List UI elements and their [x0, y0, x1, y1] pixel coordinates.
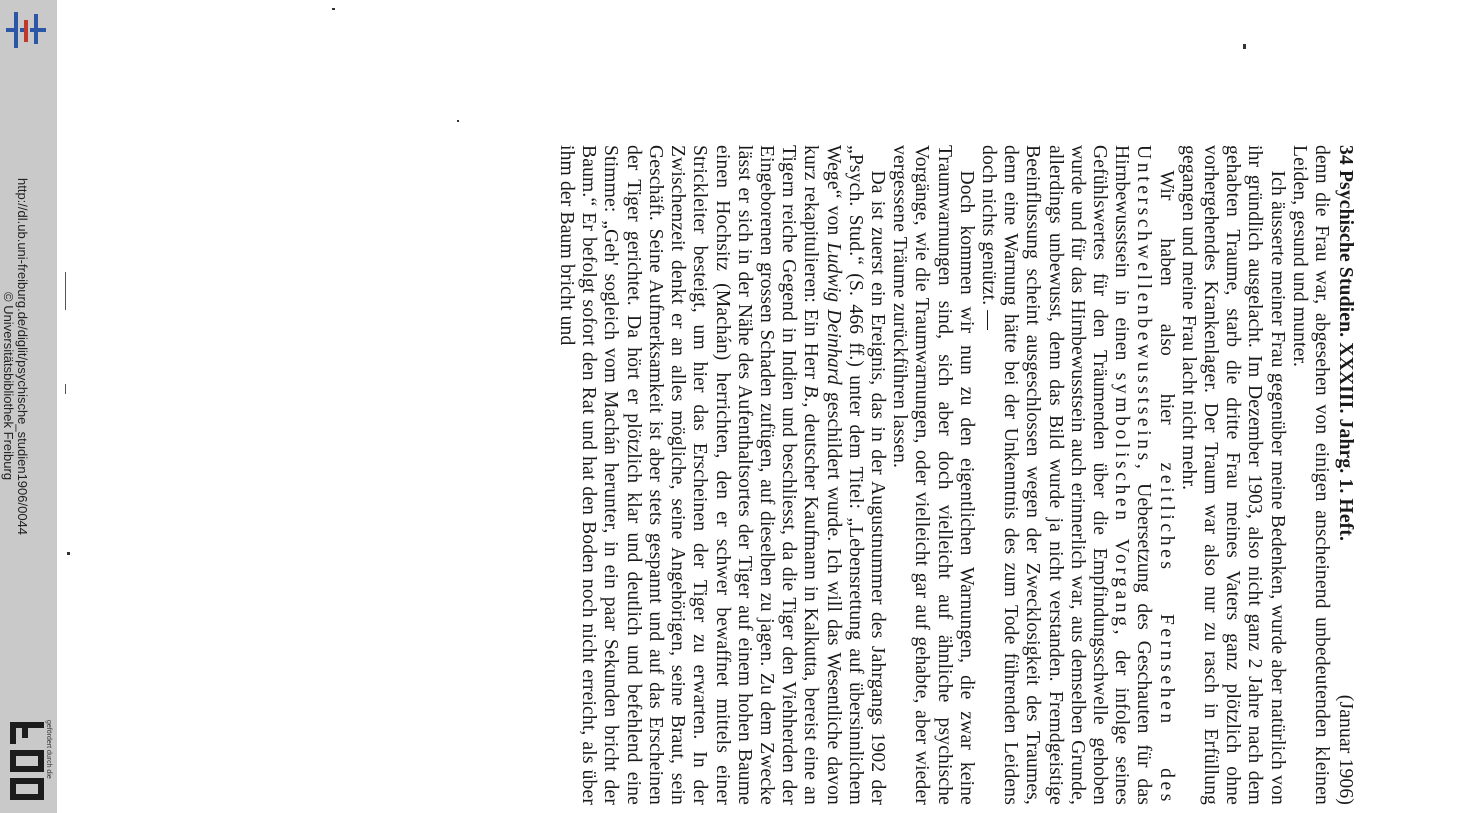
scan-mark [65, 384, 66, 394]
spaced-text: zeitliches Fernsehen des Unterschwellenbewusstseins, [1133, 145, 1177, 806]
text-run: für den Träumenden über die Empfindungsschwelle gehoben wurde und für das Hirnbewusstsein auch erinnerlich war, aus demselben Grunde, allerdings unbewusst, denn das Bild wurde ja nicht verstanden. Fremdgeistige Beeinflussung scheint ausgeschlossen wegen der Zwecklosigkeit des Traumes, denn eine Warnung hätte bei der Unkenntnis des zum Tode führenden Leidens doch nichts genützt. — [977, 145, 1110, 805]
header-right: (Januar 1906) [1335, 694, 1356, 805]
paragraph [977, 145, 1177, 805]
paragraph: denn die Frau war, abgesehen von einigen anscheinend unbedeutenden kleinen Leiden, gesund und munter. [1288, 145, 1332, 805]
text-run: Zu dem Zwecke lässt er sich in der Nähe des Aufenthaltsortes der Tiger auf einem hohen Baume einen Hochsitz (Machán) herrichten, den er schwer bewaffnet mittels einer Strickleiter besteigt, um hier das Erscheinen der Tiger zu erwarten. In der Zwischenzeit denkt er an alles mögliche, seine Angehörigen, seine Braut, sein Geschäft. Seine Aufmerksamkeit ist aber stets gespannt und auf das Erscheinen der Tiger gerichtet. Da hört er plötzlich klar und deutlich und befehlend eine Stimme: „Geh' sogleich vom Machán herunter, in ein paar Sekunden bricht der Baum.“ Er befolgt sofort den Rat und hat den Boden noch nicht erreicht, als über ihm der Baum bricht und [556, 145, 777, 805]
running-header [1334, 145, 1356, 805]
viewer-sidebar [0, 0, 57, 813]
scan-speck [457, 120, 459, 122]
spaced-text: symbolischen Vorgang, [1111, 372, 1133, 639]
source-url[interactable]: http://dl.ub.uni-freiburg.de/diglit/psychische_studien1906/0044 [15, 178, 30, 536]
italic-name: B., [800, 385, 822, 408]
text-run: geschildert wurde. Ich will das Wesentliche davon kurz rekapitulieren: Ein Herr [800, 145, 844, 805]
scanned-page [57, 0, 1473, 813]
text-run: der infolge seines Gefühlswertes [1088, 145, 1133, 805]
article-text [555, 145, 1356, 806]
scan-speck [332, 8, 335, 10]
text-run: Da ist zuerst ein Ereignis, das in der Augustnummer des Jahrgangs 1902 der „Psych. Stud.“ (S. 466 ff.) unter dem Titel: „Lebensrettung auf übersinnlichem Wege“ von [822, 145, 888, 805]
paragraph: Doch kommen wir nun zu den eigentlichen Warnungen, die zwar keine Traumwarnungen sind, sich aber doch vielleicht auf ähnliche psychische Vorgänge, wie die Traumwarnungen, oder vielleicht gar auf gehabte, aber wieder vergessene Träume zurückführen lassen. [889, 145, 977, 805]
scan-mark [65, 272, 66, 310]
scan-speck [1243, 44, 1246, 49]
text-run: Uebersetzung des Geschauten für das Hirnbewusstsein in einen [1111, 145, 1155, 805]
paragraph [555, 145, 888, 805]
funding-note: gefördert durch die [45, 720, 52, 779]
italic-name: Ludwig Deinhard [822, 242, 844, 385]
header-left: 34 Psychische Studien. XXXIII. Jahrg. 1. Heft. [1335, 145, 1356, 542]
scan-speck [67, 552, 70, 555]
text-run: Wir haben also hier [1155, 170, 1177, 425]
dfg-logo-icon [6, 718, 48, 804]
text-run: deutscher Kaufmann in Kalkutta, bereist eine an Tigern reiche Gegend in Indien und beschliesst, da die Tiger den Viehherden der Eingeborenen grossen Schaden zufügen, auf dieselben zu jagen. [755, 145, 822, 805]
paragraph: Ich äusserte meiner Frau gegenüber meine Bedenken, wurde aber natürlich von ihr gründlich ausgelacht. Im Dezember 1903, also nicht ganz 2 Jahre nach dem gehabten Traume, starb die dritte Frau meines Vaters ganz plötzlich ohne vorhergehendes Krankenlager. Der Traum war also nur zu rasch in Erfüllung gegangen und meine Frau lacht nicht mehr. [1177, 145, 1288, 805]
copyright-notice: © Universitätsbibliothek Freiburg [1, 292, 16, 481]
